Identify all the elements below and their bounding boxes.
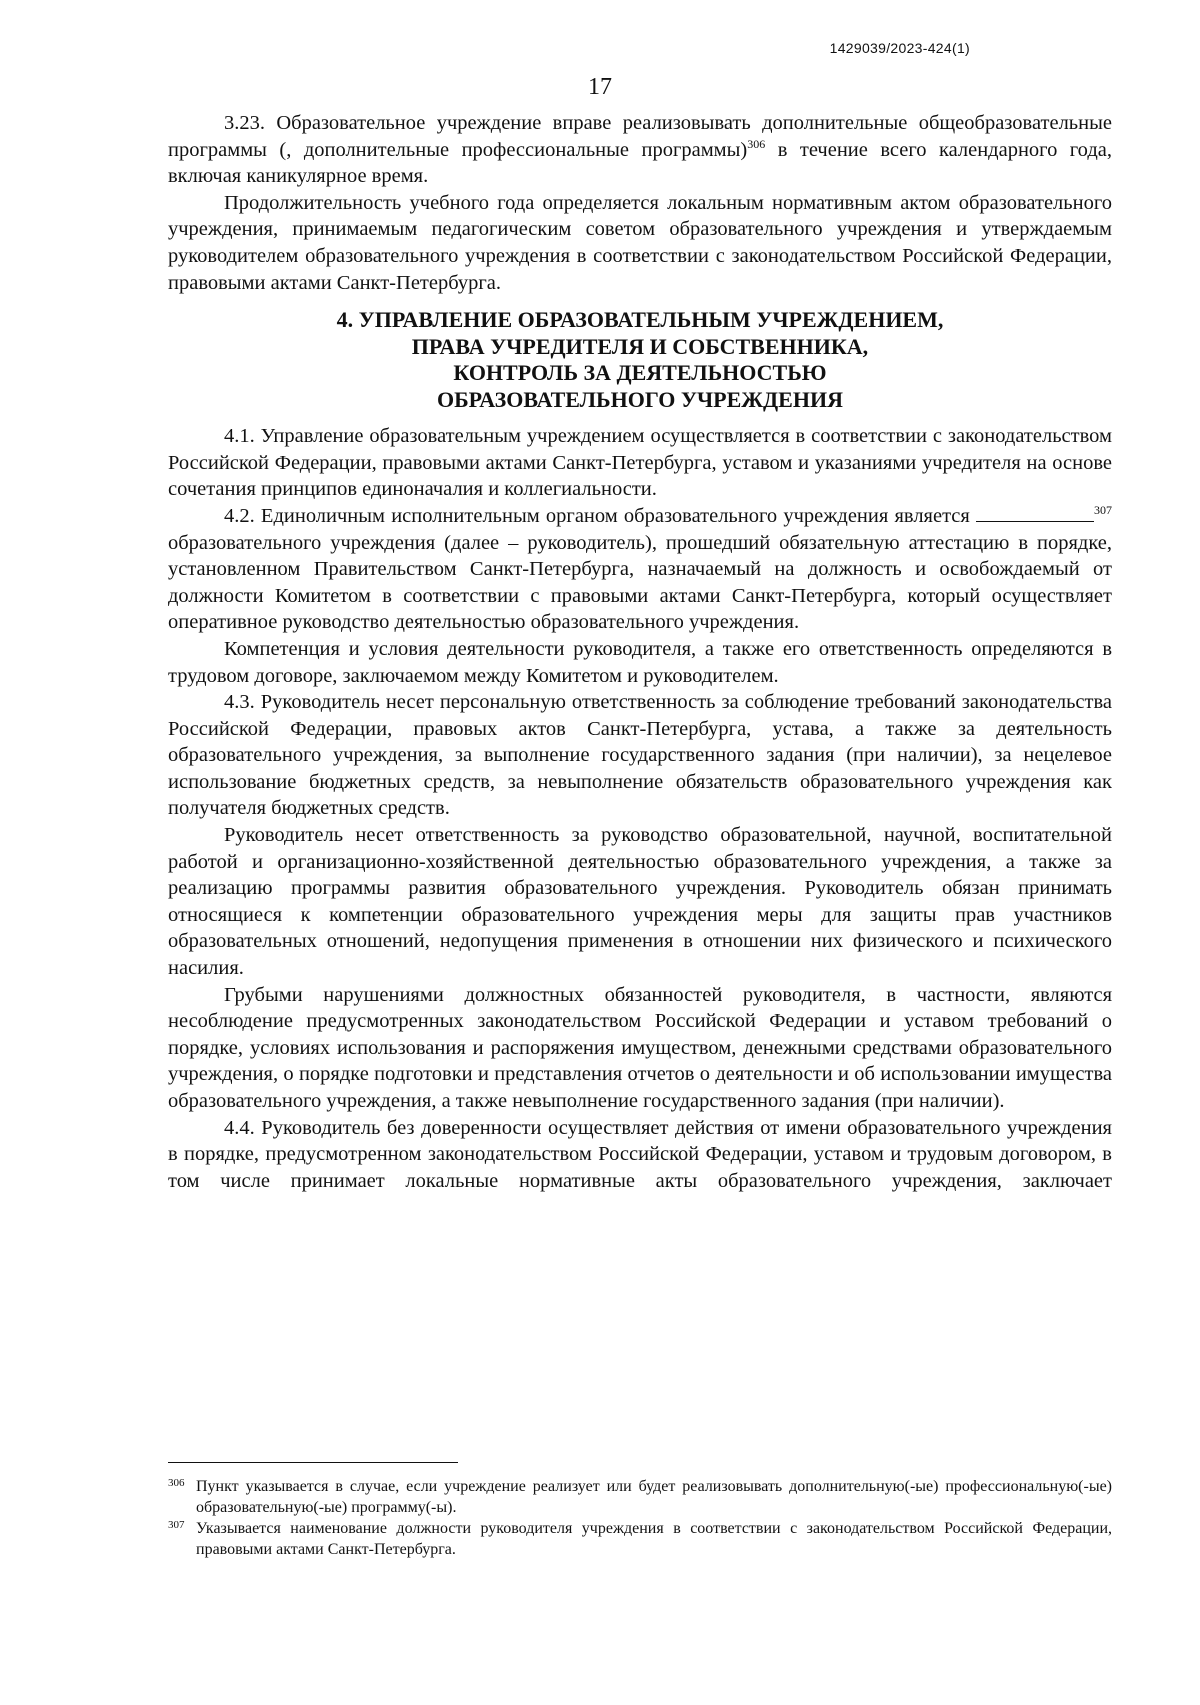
paragraph-violations: Грубыми нарушениями должностных обязанностей руководителя, в частности, являются несоблюдение предусмотренных законодательством Российской Федерации и уставом требований о порядке, условиях использования и распоряжения имуществом, денежными средствами образовательного учреждения, о порядке подготовки и представления отчетов о деятельности и об использовании имущества образовательного учреждения, а также невыполнение государственного задания (при наличии). (168, 983, 1112, 1112)
footnote-ref-306: 306 (747, 136, 766, 151)
paragraph-competence: Компетенция и условия деятельности руководителя, а также его ответственность определяются в трудовом договоре, заключаемом между Комитетом и руководителем. (168, 637, 1112, 687)
document-id: 1429039/2023-424(1) (829, 40, 970, 56)
footnotes (168, 1476, 1112, 1560)
footnote-306: 306 Пункт указывается в случае, если учреждение реализует или будет реализовывать дополнительную(-ые) профессиональную(-ые) образовательную(-ые) программу(-ы). (168, 1477, 1112, 1516)
blank-field (976, 503, 1094, 522)
paragraph-responsibility: Руководитель несет ответственность за руководство образовательной, научной, воспитательной работой и организационно-хозяйственной деятельностью образовательного учреждения, а также за реализацию программы развития образовательного учреждения. Руководитель обязан принимать относящиеся к компетенции образовательного учреждения меры для защиты прав участников образовательных отношений, недопущения применения в отношении них физического и психического насилия. (168, 824, 1112, 980)
paragraph-4-4: 4.4. Руководитель без доверенности осуществляет действия от имени образовательного учреждения в порядке, предусмотренном законодательством Российской Федерации, уставом и трудовым договором, в том числе принимает локальные нормативные акты образовательного учреждения, заключает (168, 1116, 1112, 1192)
document-body (168, 110, 1112, 1194)
footnote-ref-307: 307 (1094, 503, 1112, 518)
section-4-heading: 4. УПРАВЛЕНИЕ ОБРАЗОВАТЕЛЬНЫМ УЧРЕЖДЕНИЕМ, ПРАВА УЧРЕДИТЕЛЯ И СОБСТВЕННИКА, КОНТРОЛЬ ЗА ДЕЯТЕЛЬНОСТЬЮ ОБРАЗОВАТЕЛЬНОГО УЧРЕЖДЕНИЯ (336, 307, 944, 412)
paragraph-3-23: 3.23. Образовательное учреждение вправе реализовывать дополнительные общеобразовательные программы (, дополнительные профессиональные программы)$^{306}$ в течение всего календарного года, включая каникулярное время. (168, 112, 1112, 188)
paragraph-4-2: 4.2. Единоличным исполнительным органом образовательного учреждения является $^{307}$ образовательного учреждения (далее – руководитель), прошедший обязательную аттестацию в порядке, установленном Правительством Санкт-Петербурга, назначаемый на должность и освобождаемый от должности Комитетом в соответствии с правовыми актами Санкт-Петербурга, который осуществляет оперативное руководство деятельностью образовательного учреждения. (168, 503, 1112, 634)
page-number: 17 (588, 74, 612, 100)
footnote-307: 307 Указывается наименование должности руководителя учреждения в соответствии с законодательством Российской Федерации, правовыми актами Санкт-Петербурга. (168, 1519, 1112, 1558)
paragraph-4-3: 4.3. Руководитель несет персональную ответственность за соблюдение требований законодательства Российской Федерации, правовых актов Санкт-Петербурга, устава, а также за деятельность образовательного учреждения, за выполнение государственного задания (при наличии), за нецелевое использование бюджетных средств, за невыполнение обязательств образовательного учреждения как получателя бюджетных средств. (168, 691, 1112, 820)
paragraph-4-1: 4.1. Управление образовательным учреждением осуществляется в соответствии с законодательством Российской Федерации, правовыми актами Санкт-Петербурга, уставом и указаниями учредителя на основе сочетания принципов единоначалия и коллегиальности. (168, 425, 1112, 501)
footnote-divider (168, 1462, 458, 1463)
paragraph-school-year: Продолжительность учебного года определяется локальным нормативным актом образовательного учреждения, принимаемым педагогическим советом образовательного учреждения и утверждаемым руководителем образовательного учреждения в соответствии с законодательством Российской Федерации, правовыми актами Санкт-Петербурга. (168, 191, 1112, 294)
